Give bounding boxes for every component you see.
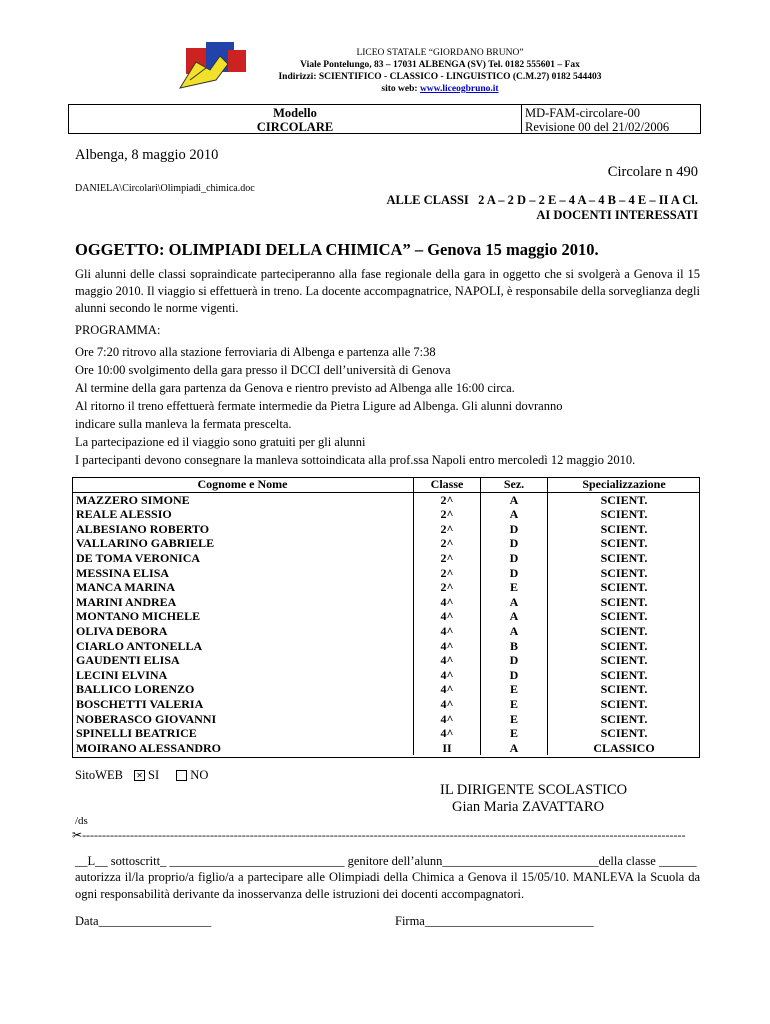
student-section: D bbox=[481, 536, 548, 551]
student-name: OLIVA DEBORA bbox=[72, 624, 414, 639]
student-specialization: SCIENT. bbox=[600, 492, 648, 507]
table-row bbox=[72, 712, 700, 727]
table-row bbox=[72, 551, 700, 566]
no-checkbox[interactable] bbox=[176, 770, 187, 781]
table-row bbox=[72, 566, 700, 581]
programma-item: Al termine della gara partenza da Genova e rientro previsto ad Albenga alle 16:00 circa. bbox=[75, 381, 515, 395]
programma-item: indicare sulla manleva la fermata prescelta. bbox=[75, 417, 292, 431]
table-row bbox=[72, 507, 700, 522]
student-specialization: SCIENT. bbox=[600, 682, 648, 697]
student-name: MESSINA ELISA bbox=[72, 566, 414, 581]
signature-name: Gian Maria ZAVATTARO bbox=[452, 799, 605, 815]
table-row bbox=[72, 624, 700, 639]
table-row bbox=[72, 536, 700, 551]
student-specialization: SCIENT. bbox=[600, 609, 648, 624]
table-row bbox=[72, 609, 700, 624]
student-class: 4^ bbox=[414, 712, 481, 727]
recipients bbox=[386, 193, 698, 223]
student-class: 2^ bbox=[414, 580, 481, 595]
programma-item: La partecipazione ed il viaggio sono gratuiti per gli alunni bbox=[75, 435, 366, 449]
student-section: E bbox=[481, 712, 548, 727]
student-section: E bbox=[481, 580, 548, 595]
student-section: A bbox=[481, 492, 548, 507]
student-specialization: SCIENT. bbox=[600, 667, 648, 682]
circolare-number: Circolare n 490 bbox=[607, 164, 698, 180]
manleva-line1: __L__ sottoscritt_ ____________________________ genitore dell’alunn_________________________della classe ______ bbox=[75, 854, 697, 868]
model-box-right bbox=[522, 105, 700, 133]
student-section: A bbox=[481, 741, 548, 756]
student-specialization: SCIENT. bbox=[600, 536, 648, 551]
student-specialization: SCIENT. bbox=[600, 623, 648, 638]
student-class: 2^ bbox=[414, 566, 481, 581]
website-label: sito web: bbox=[381, 84, 418, 94]
no-label: NO bbox=[190, 768, 209, 782]
website-link[interactable]: www.liceogbruno.it bbox=[419, 84, 499, 94]
si-label: SI bbox=[148, 768, 160, 782]
header-section: Sez. bbox=[481, 477, 548, 492]
table-row bbox=[72, 580, 700, 595]
header-specialization: Specializzazione bbox=[548, 477, 701, 492]
dashed-cut-line: ------------------------------------------------------------------------------------------------------------------------------------------------------- bbox=[82, 828, 686, 842]
table-row bbox=[72, 653, 700, 668]
student-specialization: SCIENT. bbox=[600, 507, 648, 522]
student-name: MAZZERO SIMONE bbox=[72, 492, 414, 507]
student-name: MONTANO MICHELE bbox=[72, 609, 414, 624]
student-class: 4^ bbox=[414, 697, 481, 712]
student-specialization: SCIENT. bbox=[600, 521, 648, 536]
manleva-text: autorizza il/la proprio/a figlio/a a partecipare alle Olimpiadi della Chimica a Genova il 15/05/10. MANLEVA la Scuola da ogni responsabilità derivante da inosservanza delle istruzioni dei docenti accompagnatori. bbox=[75, 870, 700, 901]
model-box-left bbox=[69, 105, 522, 133]
student-section: D bbox=[481, 566, 548, 581]
firma-field[interactable]: Firma___________________________ bbox=[395, 914, 594, 928]
document-date: Albenga, 8 maggio 2010 bbox=[75, 147, 219, 163]
student-class: 2^ bbox=[414, 507, 481, 522]
student-class: 4^ bbox=[414, 682, 481, 697]
table-row bbox=[72, 697, 700, 712]
student-name: MOIRANO ALESSANDRO bbox=[72, 741, 414, 756]
student-name: VALLARINO GABRIELE bbox=[72, 536, 414, 551]
table-row bbox=[72, 595, 700, 610]
table-row bbox=[72, 639, 700, 654]
student-class: 4^ bbox=[414, 668, 481, 683]
student-specialization: SCIENT. bbox=[600, 638, 648, 653]
participants-table bbox=[72, 477, 700, 755]
student-class: II bbox=[414, 741, 481, 756]
table-row bbox=[72, 522, 700, 537]
student-specialization: SCIENT. bbox=[600, 711, 648, 726]
programma-item: Al ritorno il treno effettuerà fermate intermedie da Pietra Ligure ad Albenga. Gli alunni dovranno bbox=[75, 399, 563, 413]
student-class: 2^ bbox=[414, 522, 481, 537]
student-name: BALLICO LORENZO bbox=[72, 682, 414, 697]
programma-item: Ore 10:00 svolgimento della gara presso il DCCI dell’università di Genova bbox=[75, 363, 451, 377]
recipients-docenti: AI DOCENTI INTERESSATI bbox=[536, 208, 698, 222]
student-class: 2^ bbox=[414, 551, 481, 566]
programma-item: Ore 7:20 ritrovo alla stazione ferroviaria di Albenga e partenza alle 7:38 bbox=[75, 345, 436, 359]
student-name: BOSCHETTI VALERIA bbox=[72, 697, 414, 712]
sitoweb-label: SitoWEB bbox=[75, 768, 123, 782]
programma-item: I partecipanti devono consegnare la manleva sottoindicata alla prof.ssa Napoli entro mercoledì 12 maggio 2010. bbox=[75, 453, 636, 467]
table-row bbox=[72, 741, 700, 756]
signature-title: IL DIRIGENTE SCOLASTICO bbox=[440, 782, 628, 798]
student-class: 2^ bbox=[414, 492, 481, 507]
student-specialization: CLASSICO bbox=[593, 740, 655, 755]
student-specialization: SCIENT. bbox=[600, 696, 648, 711]
student-class: 4^ bbox=[414, 624, 481, 639]
programma-list bbox=[75, 344, 635, 469]
student-name: GAUDENTI ELISA bbox=[72, 653, 414, 668]
programma-label: PROGRAMMA: bbox=[75, 323, 161, 337]
student-name: DE TOMA VERONICA bbox=[72, 551, 414, 566]
student-name: SPINELLI BEATRICE bbox=[72, 726, 414, 741]
student-name: CIARLO ANTONELLA bbox=[72, 639, 414, 654]
model-type: CIRCOLARE bbox=[256, 120, 334, 134]
student-section: A bbox=[481, 609, 548, 624]
school-indirizzi: Indirizzi: SCIENTIFICO - CLASSICO - LINGUISTICO (C.M.27) 0182 544403 bbox=[278, 72, 602, 82]
school-website bbox=[160, 83, 720, 95]
student-class: 4^ bbox=[414, 653, 481, 668]
school-address: Viale Pontelungo, 83 – 17031 ALBENGA (SV) Tel. 0182 555601 – Fax bbox=[300, 60, 580, 70]
model-code: MD-FAM-circolare-00 bbox=[525, 106, 641, 120]
student-class: 4^ bbox=[414, 726, 481, 741]
student-section: A bbox=[481, 507, 548, 522]
file-path: DANIELA\Circolari\Olimpiadi_chimica.doc bbox=[75, 183, 255, 194]
recipients-classes: ALLE CLASSI 2 A – 2 D – 2 E – 4 A – 4 B – 4 E – II A Cl. bbox=[386, 193, 698, 207]
student-name: LECINI ELVINA bbox=[72, 668, 414, 683]
student-specialization: SCIENT. bbox=[600, 580, 648, 595]
intro-paragraph: Gli alunni delle classi sopraindicate parteciperanno alla fase regionale della gara in oggetto che si svolgerà a Genova il 15 maggio 2010. Il viaggio si effettuerà in treno. La docente accompagnatrice, NAPOLI, è responsabile della sorveglianza degli alunni secondo le norme vigenti. bbox=[75, 267, 700, 315]
initials: /ds bbox=[75, 815, 88, 827]
data-field[interactable]: Data__________________ bbox=[75, 914, 212, 928]
school-name: LICEO STATALE “GIORDANO BRUNO” bbox=[356, 48, 524, 58]
student-section: D bbox=[481, 653, 548, 668]
student-specialization: SCIENT. bbox=[600, 653, 648, 668]
table-row bbox=[72, 682, 700, 697]
student-name: MANCA MARINA bbox=[72, 580, 414, 595]
student-section: A bbox=[481, 595, 548, 610]
student-section: D bbox=[481, 668, 548, 683]
model-box bbox=[68, 104, 701, 134]
student-specialization: SCIENT. bbox=[600, 565, 648, 580]
si-checkbox[interactable]: ✕ bbox=[134, 770, 145, 781]
student-name: MARINI ANDREA bbox=[72, 595, 414, 610]
sitoweb-row bbox=[75, 768, 208, 783]
student-name: NOBERASCO GIOVANNI bbox=[72, 712, 414, 727]
model-revision: Revisione 00 del 21/02/2006 bbox=[525, 120, 670, 134]
student-section: E bbox=[481, 682, 548, 697]
header-name: Cognome e Nome bbox=[72, 477, 414, 492]
student-class: 2^ bbox=[414, 536, 481, 551]
subject-heading: OGGETTO: OLIMPIADI DELLA CHIMICA” – Genova 15 maggio 2010. bbox=[75, 240, 599, 259]
model-label: Modello bbox=[273, 106, 317, 120]
table-header-row bbox=[72, 477, 700, 492]
student-class: 4^ bbox=[414, 639, 481, 654]
student-section: B bbox=[481, 639, 548, 654]
table-row bbox=[72, 726, 700, 741]
table-row bbox=[72, 668, 700, 683]
student-section: A bbox=[481, 624, 548, 639]
student-specialization: SCIENT. bbox=[600, 594, 648, 609]
student-specialization: SCIENT. bbox=[600, 550, 648, 565]
scissors-icon: ✂ bbox=[72, 828, 83, 842]
student-section: D bbox=[481, 551, 548, 566]
student-name: ALBESIANO ROBERTO bbox=[72, 522, 414, 537]
student-class: 4^ bbox=[414, 609, 481, 624]
student-specialization: SCIENT. bbox=[600, 726, 648, 741]
student-class: 4^ bbox=[414, 595, 481, 610]
student-section: D bbox=[481, 522, 548, 537]
header-class: Classe bbox=[414, 477, 481, 492]
student-section: E bbox=[481, 726, 548, 741]
table-row bbox=[72, 492, 700, 507]
student-name: REALE ALESSIO bbox=[72, 507, 414, 522]
cut-line bbox=[72, 828, 700, 843]
student-section: E bbox=[481, 697, 548, 712]
